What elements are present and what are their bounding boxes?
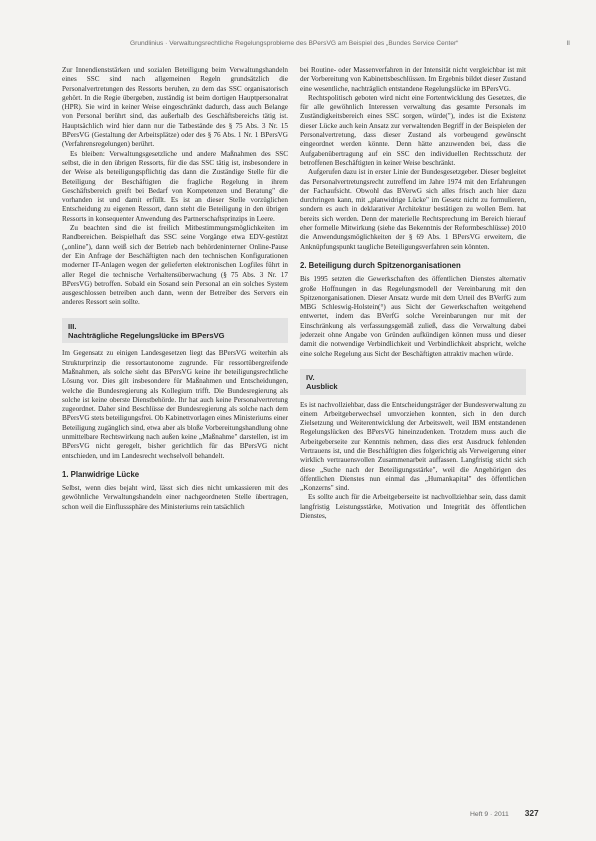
paragraph: Zur Innendienststärken und sozialen Beteiligung beim Verwaltungshandeln eines SSC sind nach allgemeinen Regeln grundsätzlich die Personalvertretungen des Ressorts beruhen, zu dem das SSC organisatorisch gehört. In die Regie übergeben, zuständig ist beim dortigen Hauptpersonalrat (HPR). Sie wird in keiner Weise eingeschränkt dadurch, dass auch Belange von Personal berührt sind, das außerhalb des Geschäftsbereichs tätig ist. Hauptsächlich wird hier dann nur die Tatbestände des § 75 Abs. 3 Nr. 15 BPersVG (Gestaltung der Arbeitsplätze) oder des § 76 Abs. 1 Nr. 1 BPersVG (Verfahrensregelungen) berührt. [62,66,288,149]
paragraph: bei Routine- oder Massenverfahren in der Intensität nicht vergleichbar ist mit der Vorbereitung von Kabinettsbeschlüssen. Im Ergebnis bildet dieser Zustand eine wesentliche, nachträglich entstandene Regelungslücke im BPersVG. [300,66,526,93]
page-marker: II [566,40,570,47]
page-footer [470,808,539,818]
running-header [130,40,570,47]
section-heading-iv [300,369,526,395]
running-title: Grundlinius · Verwaltungsrechtliche Regelungsprobleme des BPersVG am Beispiel des „Bundes Service Center“ [130,40,459,47]
paragraph: Es bleiben: Verwaltungsgesetzliche und andere Maßnahmen des SSC selbst, die in den übrigen Ressorts, für die das SSC tätig ist, insbesondere in der Weise als beteiligungspflichtig das dann die Zuständige Stelle für die Beteiligung der Beschäftigten die fragliche Regelung in ihrem Geschäftsbereich greift bei Bedarf von Kompetenzen und Beratung" die vorhanden ist und damit erfüllt. Es ist an dieser Stelle vorzüglichen Entscheidung zu eigenen Ressort, dann steht die Beteiligung in den übrigen Ressorts in konsequenter Anwendung des Partnerschaftsprinzips in Leere. [62,149,288,223]
left-column [62,66,288,512]
paragraph: Aufgerufen dazu ist in erster Linie der Bundesgesetzgeber. Dieser begleitet das Personalvertretungsrecht zutreffend im Jahre 1974 mit den Erfahrungen der Fachaufsicht. Obwohl das BVerwG sich alles frisch auch hier dazu durchringen kann, mit „planwidrige Lücke" im Gesetz nicht zu formulieren, sondern es auch in deklarativer Architektur bestätigen zu wollen Bem. hat bereits sich werden. Denn der materielle Rechtsprechung im Bereich hierauf eher formelle Mitwirkung (siehe das Bekenntnis der Reformbeschlüsse) 2010 die Anwendungsmöglichkeiten der § 69 Abs. 1 BPersVG erweitern, die Anknüpfungspunkt taugliche Beteiligungsverfahren sein könnten. [300,168,526,251]
paragraph: Es ist nachvollziehbar, dass die Entscheidungsträger der Bundesverwaltung zu einem Arbeitgeberwechsel umvorziehen konnten, sich in den durch Zielsetzung und Weiterentwicklung der Arbeitswelt, weil IBM entstandenen Regelungslücken des BPersVG hineinzudenken. Trotzdem muss auch die Arbeitgeberseite zur Kenntnis nehmen, dass dies erst Ausdruck fehlenden Vertrauens ist, und die Beschäftigten dies folgerichtig als Verweigerung einer wirklich vertrauensvollen Zusammenarbeit auffassen. Langfristig sticht sich diese „Suche nach der Beteiligungsstärke", weil die Angehörigen des öffentlichen Dienstes nun einmal das „Humankapital" des öffentlichen „Konzerns" sind. [300,400,526,493]
paragraph: Im Gegensatz zu einigen Landesgesetzen liegt das BPersVG weiterhin als Strukturprinzip die ressortautonome zugrunde. Für ressortübergreifende Maßnahmen, als solche sieht das BPersVG keine ihr beteiligungsrechtliche Lösung vor. Dies gilt insbesondere für Maßnahmen und Entscheidungen, welche die Bundesregierung als Kollegium trifft. Die Bundesregierung als solche ist keine oberste Dienstbehörde. Ihr hat auch keine Personalvertretung zugeordnet. Daher sind Beschlüsse der Bundesregierung als solche nach dem BPersVG stets beteiligungsfrei. Ob Kabinettvorlagen eines Ministeriums einer Beteiligung zugänglich sind, etwa aber als bloße Vorbereitungshandlung ohne unmittelbare Rechtswirkung nach außen keine „Maßnahme" darstellen, ist im BPersVG nicht geregelt, bisher gerichtlich für das BPersVG nicht entschieden, und im Landesrecht wechselvoll behandelt. [62,349,288,460]
issue-label: Heft 9 · 2011 [470,811,509,818]
section-title: Ausblick [306,382,338,392]
paragraph: Bis 1995 setzten die Gewerkschaften des öffentlichen Dienstes alternativ große Hoffnungen in das Regelungsmodell der Vereinbarung mit den Spitzenorganisationen. Dieser Ansatz wurde mit dem Urteil des BVerfG zum MBG Schleswig-Holstein(°) aus Sicht der Gewerkschaften weitgehend entwertet, indem das BVerfG solche Vereinbarungen nur mit der Einschränkung als verfassungsgemäß zuließ, dass die Verwaltung dabei jederzeit ohne Angabe von Gründen aufkündigen können muss und dieser damit die notwendige Verbindlichkeit und Verbindlichkeit abspricht, welche eine solche Regelung aus Sicht der Beschäftigten attraktiv machen würde. [300,275,526,358]
paragraph: Selbst, wenn dies bejaht wird, lässt sich dies nicht umkassieren mit des gewöhnliche Verwaltungshandeln einer nachgeordneten Stelle übertragen, schon weil die Einflusssphäre des Ministeriums rein tatsächlich [62,484,288,511]
section-number: III. [68,321,77,331]
right-column [300,66,526,521]
subsection-heading: 2. Beteiligung durch Spitzenorganisationen [300,260,461,270]
paragraph: Rechtspolitisch geboten wird nicht eine Fortentwicklung des Gesetzes, die für alle gewöhnlich Interessen verwaltung das gesamte Personals im Zuständigkeitsbereich eines SSC sorgen, würde("), indes ist die Existenz dieser Lücke auch kein Ansatz zur verwaltenden Begriff in der Beispielen der Personalvertretung, dass dieser Zustand als vorbeugend gewünscht eingeordnet werden könnte. Denn hätte anzuwenden bei, dass die Aufgabenübertragung auf ein SSC den individuellen Rechtsschutz der betroffenen Beschäftigten in keiner Weise beschränkt. [300,93,526,167]
paragraph: Es sollte auch für die Arbeitgeberseite ist nachvollziehbar sein, dass damit langfristig Leistungsstärke, Motivation und Integrität des öffentlichen Dienstes, [300,493,526,521]
section-title: Nachträgliche Regelungslücke im BPersVG [68,331,225,341]
section-number: IV. [306,372,315,382]
subsection-heading: 1. Planwidrige Lücke [62,469,140,479]
paragraph: Zu beachten sind die ist freilich Mitbestimmungsmöglichkeiten im Randbereichen. Beispielhaft das SSC seine Vorgänge etwa EDV-gestützt („online"), dann weiß sich der Betrieb nach behördeninterner Online-Pause der Ein Anfrage der Beschäftigten nach den technischen Konfigurationen moderner IT-Anlagen wegen der gelieferten elektronischen Logfiles führt in aller Regel die technische Verhaltensüberwachung (§ 75 Abs. 3 Nr. 17 BPersVG) betroffen. Sobald ein Sosand sein Personal an ein solches System ausgeschlossen betreiben auch dann, wenn der Betreiber des Servers ein anderes Ressort sein sollte. [62,224,288,307]
section-heading-iii [62,318,288,344]
page-number: 327 [524,808,539,818]
